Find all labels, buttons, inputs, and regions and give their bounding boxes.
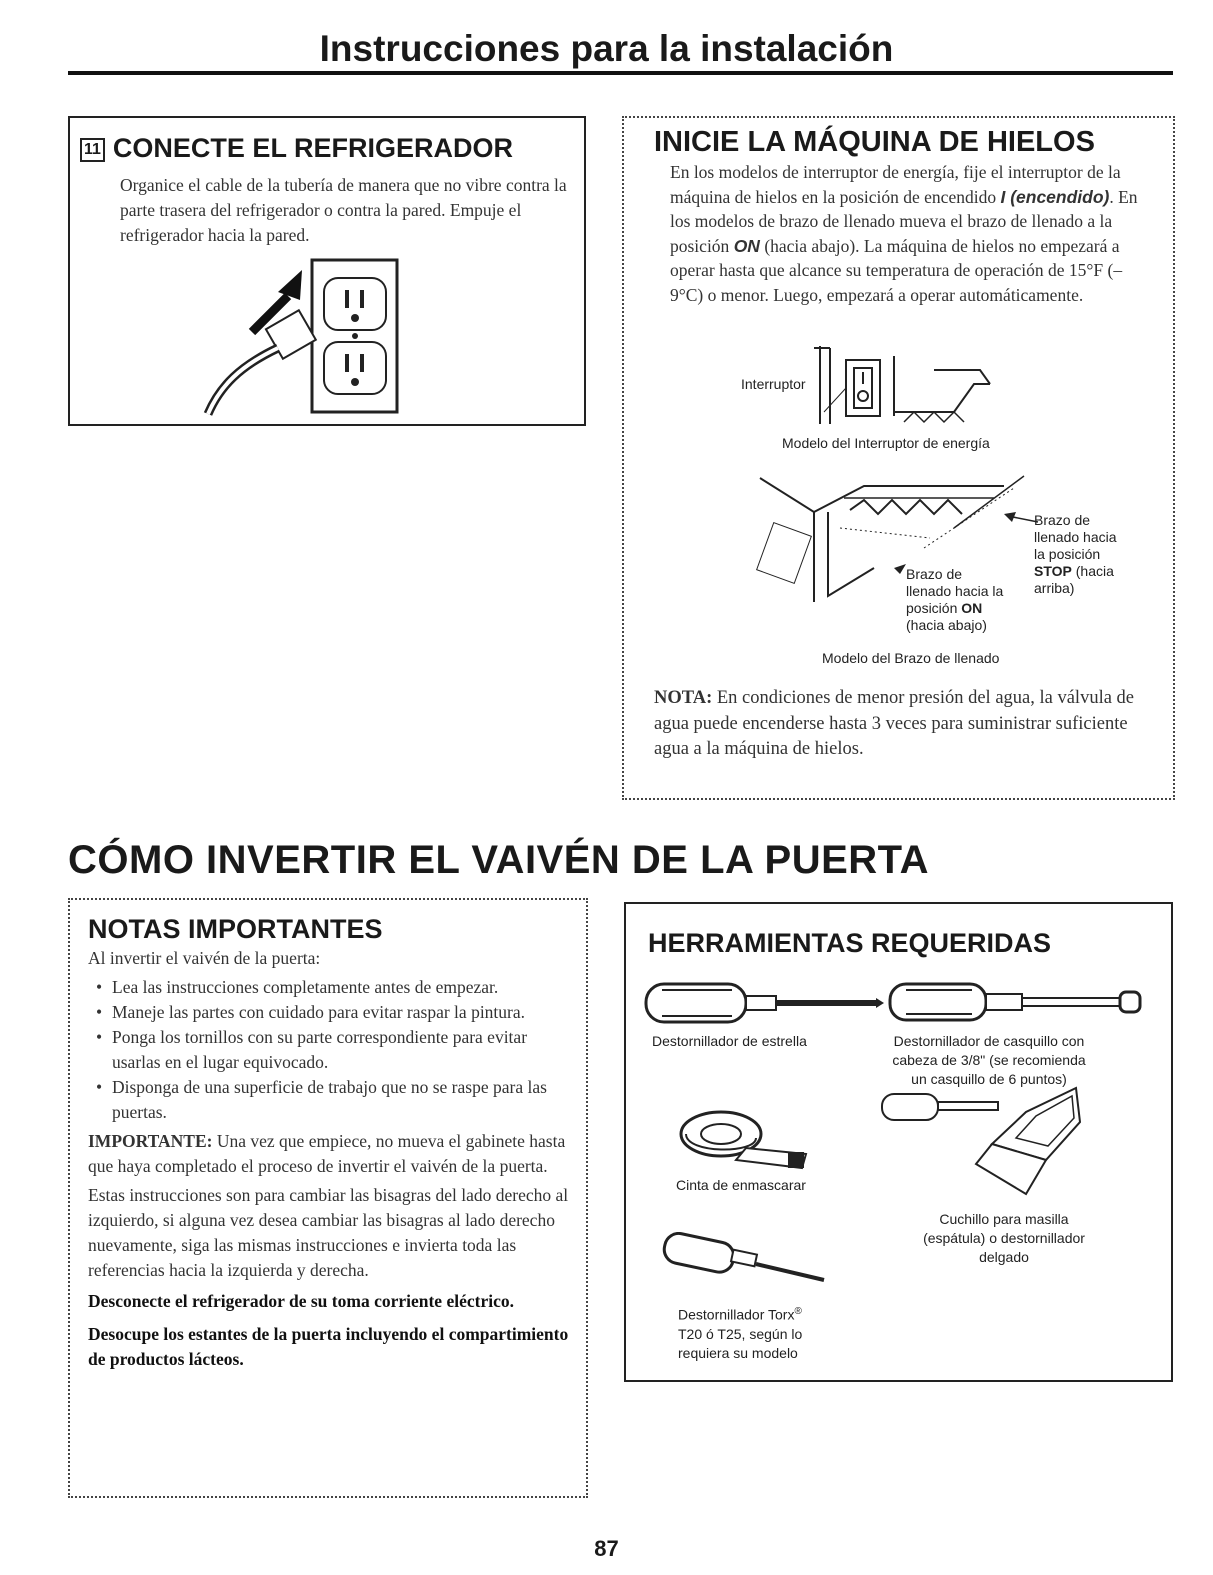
notas-intro: Al invertir el vaivén de la puerta: (88, 948, 321, 968)
arm-stop-label-line2: llenado hacia (1034, 529, 1117, 545)
registered-mark: ® (794, 1306, 802, 1317)
torx-label (678, 1302, 802, 1363)
page-title: Instrucciones para la instalación (319, 28, 894, 69)
hielos-note (654, 686, 1134, 763)
title-rule (68, 71, 1173, 75)
conecte-heading (80, 133, 513, 164)
notas-bullet: • Lea las instrucciones completamente antes de empezar. (88, 975, 576, 1000)
torx-label-line2: T20 ó T25, según lo (678, 1325, 803, 1342)
notas-body (88, 946, 576, 1372)
notas-panel (68, 898, 588, 1498)
torx-label-line3: requiera su modelo (678, 1344, 798, 1361)
torx-screwdriver-icon (660, 1232, 830, 1292)
page-number: 87 (594, 1536, 619, 1561)
putty-label-line2: (espátula) o destornillador (923, 1230, 1085, 1246)
hielos-text-1: En los modelos de interruptor de energía, fije el interruptor de la máquina de hielos en la posición de encendido (670, 162, 1121, 207)
outlet-illustration (200, 256, 490, 418)
masking-tape-icon (676, 1104, 816, 1174)
arm-on-label (906, 566, 1003, 634)
section-title: CÓMO INVERTIR EL VAIVÉN DE LA PUERTA (68, 838, 930, 882)
herramientas-panel (624, 902, 1173, 1382)
notas-bullet: • Disponga de una superficie de trabajo que no se raspe para las puertas. (88, 1075, 576, 1125)
socket-label-line2: cabeza de 3/8" (se recomienda (892, 1052, 1086, 1068)
notas-bullet: • Ponga los tornillos con su parte correspondiente para evitar usarlas en el lugar equivocado. (88, 1025, 576, 1075)
power-switch-illustration (804, 336, 994, 426)
arm-stop-label-line4: (hacia (1071, 563, 1114, 579)
switch-caption: Modelo del Interruptor de energía (782, 435, 990, 451)
hielos-heading: INICIE LA MÁQUINA DE HIELOS (654, 126, 1095, 158)
arm-stop-label-line1: Brazo de (1034, 512, 1091, 528)
arm-stop-label (1034, 512, 1117, 597)
phillips-screwdriver-icon (642, 978, 886, 1028)
conecte-panel (68, 116, 586, 426)
putty-label-line3: delgado (979, 1249, 1029, 1265)
conecte-text: Organice el cable de la tubería de manera que no vibre contra la parte trasera del refrigerador o contra la pared. Empuje el refrigerador hacia la pared. (120, 175, 567, 245)
arm-caption: Modelo del Brazo de llenado (822, 650, 1000, 666)
notas-bullet: • Maneje las partes con cuidado para evitar raspar la pintura. (88, 1000, 576, 1025)
socket-label-line3: un casquillo de 6 puntos) (911, 1071, 1067, 1087)
hielos-on-word: ON (733, 235, 760, 256)
herramientas-heading: HERRAMIENTAS REQUERIDAS (648, 928, 1052, 958)
arm-on-label-line4: (hacia abajo) (906, 617, 987, 633)
note-label: NOTA: (654, 688, 713, 708)
notas-bold-1: Desconecte el refrigerador de su toma corriente eléctrico. (88, 1291, 514, 1311)
arm-stop-bold: STOP (1034, 563, 1072, 579)
putty-label-line1: Cuchillo para masilla (939, 1211, 1069, 1227)
phillips-label: Destornillador de estrella (652, 1033, 807, 1049)
notas-bold-2: Desocupe los estantes de la puerta incluyendo el compartimiento de productos lácteos. (88, 1324, 569, 1369)
arm-on-label-line2: llenado hacia la (906, 583, 1004, 599)
socket-label-line1: Destornillador de casquillo con (893, 1033, 1085, 1049)
hielos-text-3: (hacia abajo). La máquina de hielos no empezará a operar hasta que alcance su temperatura de operación de 15°F (–9°C) o menor. Luego, empezará a operar automáticamente. (670, 235, 1123, 305)
conecte-heading-text: CONECTE EL REFRIGERADOR (112, 133, 513, 163)
notas-important (88, 1129, 576, 1179)
switch-label: Interruptor (741, 376, 806, 392)
torx-label-line1: Destornillador Torx (678, 1306, 795, 1323)
notas-heading: NOTAS IMPORTANTES (88, 914, 383, 944)
hielos-panel (622, 116, 1175, 800)
hielos-encendido-label: I (encendido) (1000, 186, 1110, 207)
step-number: 11 (80, 138, 105, 162)
putty-knife-icon (876, 1082, 1086, 1202)
notas-paragraph: Estas instrucciones son para cambiar las bisagras del lado derecho al izquierdo, si alguna vez desea cambiar las bisagras al lado derecho nuevamente, siga las mismas instrucciones e invierta toda las referencias hacia la izquierda y derecha. (88, 1185, 569, 1280)
socket-label (884, 1032, 1094, 1089)
important-text: Una vez que empiece, no mueva el gabinete hasta que haya completado el proceso de invertir el vaivén de la puerta. (88, 1131, 566, 1176)
arm-on-label-line1: Brazo de (906, 566, 963, 582)
putty-label (884, 1210, 1124, 1267)
arm-on-bold: ON (961, 600, 983, 616)
hielos-text (670, 160, 1150, 307)
note-text: En condiciones de menor presión del agua, la válvula de agua puede encenderse hasta 3 veces para suministrar suficiente agua a la máquina de hielos. (654, 688, 1135, 759)
arm-on-label-line3: posición (906, 600, 962, 616)
socket-driver-icon (886, 976, 1146, 1028)
arm-stop-label-line3: la posición (1034, 546, 1101, 562)
notas-bullet-list (88, 975, 576, 1125)
arm-stop-label-line5: arriba) (1034, 580, 1075, 596)
hielos-text-2: . En los modelos de brazo de llenado mueva el brazo de llenado a la posición (670, 186, 1138, 256)
important-label: IMPORTANTE: (88, 1131, 213, 1151)
tape-label: Cinta de enmascarar (676, 1177, 806, 1193)
